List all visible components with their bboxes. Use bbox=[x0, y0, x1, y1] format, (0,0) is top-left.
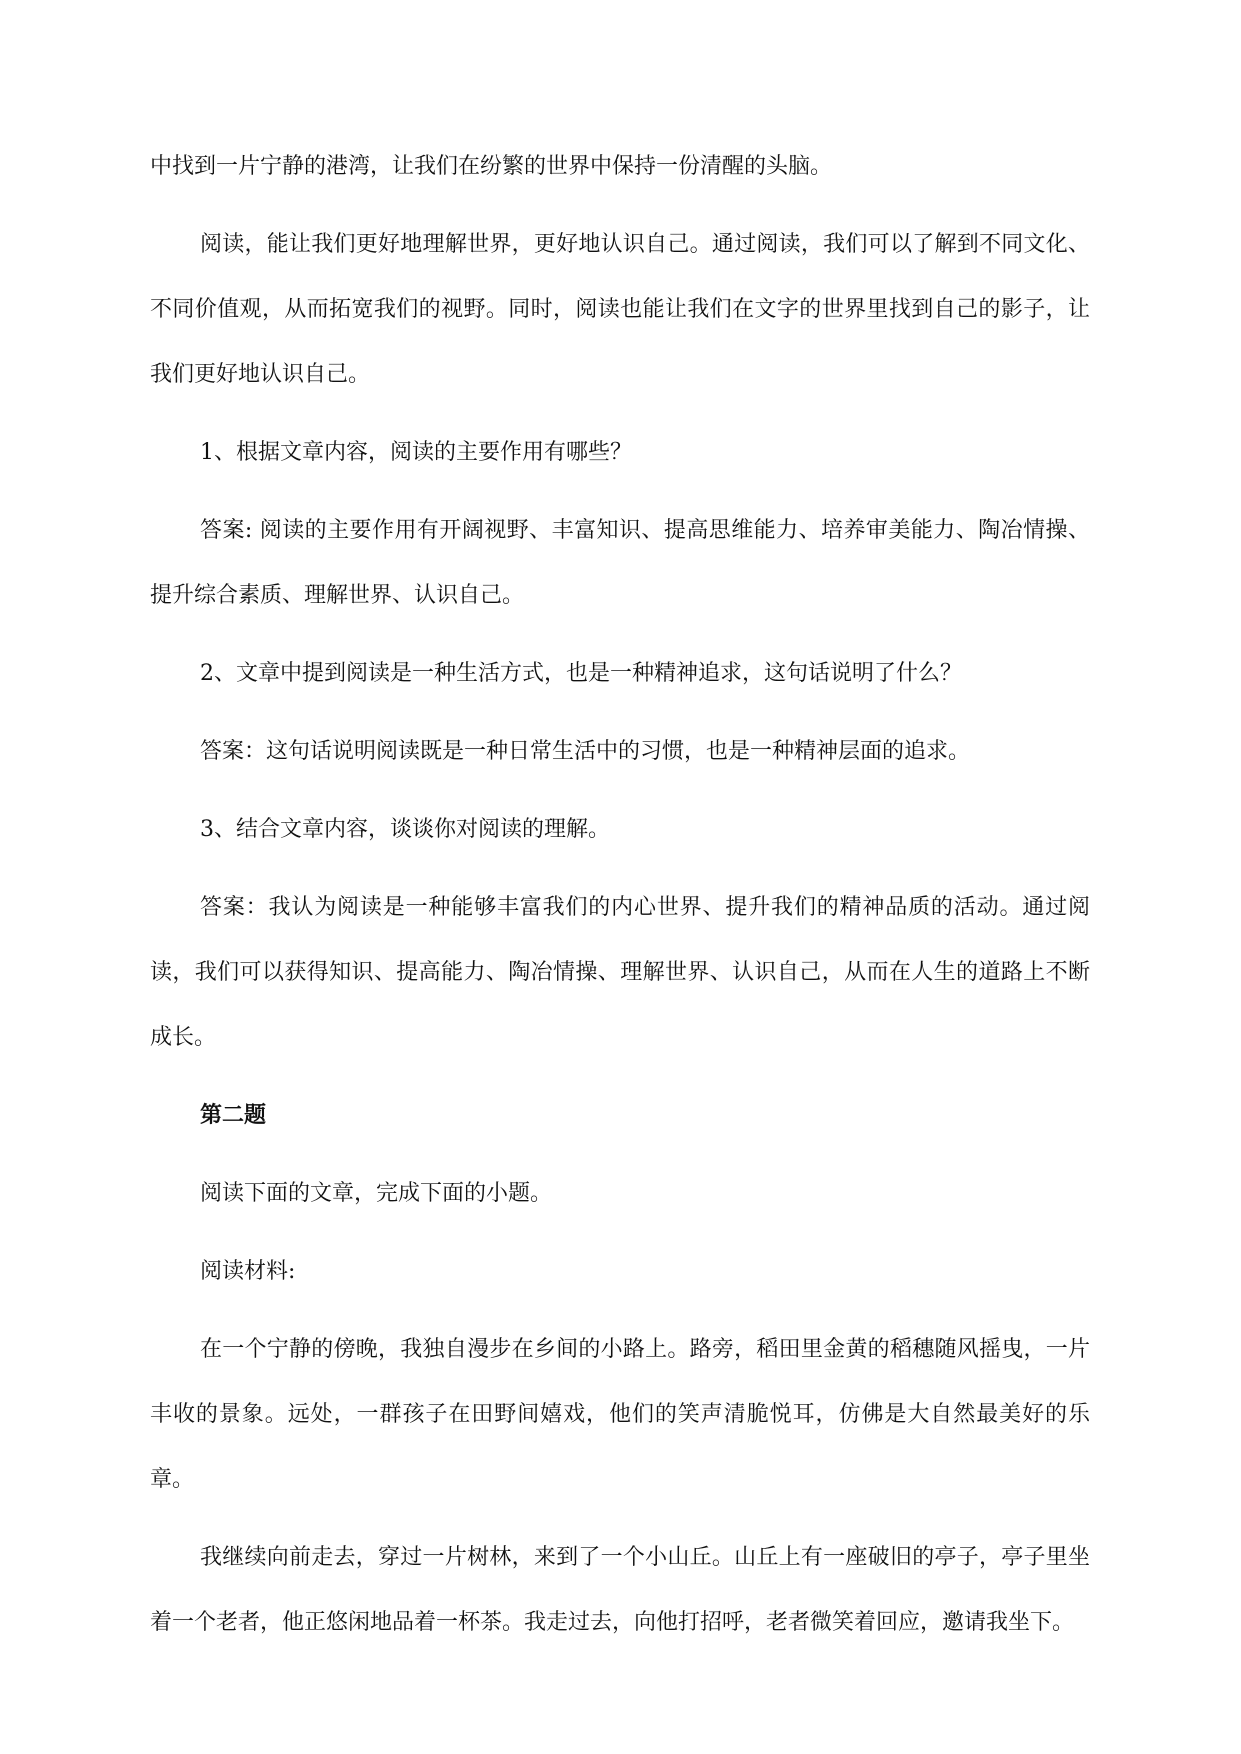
material-label: 阅读材料: bbox=[200, 1259, 296, 1284]
section-heading: 第二题 bbox=[200, 1103, 267, 1128]
paragraph-continuation: 中找到一片宁静的港湾，让我们在纷繁的世界中保持一份清醒的头脑。 bbox=[150, 154, 833, 179]
question-2: 2、文章中提到阅读是一种生活方式，也是一种精神追求，这句话说明了什么？ bbox=[200, 661, 962, 686]
answer-3: 答案：我认为阅读是一种能够丰富我们的内心世界、提升我们的精神品质的活动。通过阅读，我们可以获得知识、提高能力、陶冶情操、理解世界、认识自己，从而在人生的道路上不断成长。 bbox=[150, 895, 1090, 1050]
question-1: 1、根据文章内容，阅读的主要作用有哪些？ bbox=[200, 440, 632, 465]
question-3: 3、结合文章内容，谈谈你对阅读的理解。 bbox=[200, 817, 610, 842]
paragraph-reading-benefits: 阅读，能让我们更好地理解世界，更好地认识自己。通过阅读，我们可以了解到不同文化、不同价值观，从而拓宽我们的视野。同时，阅读也能让我们在文字的世界里找到自己的影子，让我们更好地认识自己。 bbox=[150, 232, 1090, 387]
instruction: 阅读下面的文章，完成下面的小题。 bbox=[200, 1181, 553, 1206]
answer-2: 答案：这句话说明阅读既是一种日常生活中的习惯，也是一种精神层面的追求。 bbox=[200, 739, 971, 764]
document-page bbox=[150, 134, 1090, 1668]
answer-1: 答案: 阅读的主要作用有开阔视野、丰富知识、提高思维能力、培养审美能力、陶冶情操、提升综合素质、理解世界、认识自己。 bbox=[150, 518, 1090, 608]
material-paragraph-1: 在一个宁静的傍晚，我独自漫步在乡间的小路上。路旁，稻田里金黄的稻穗随风摇曳，一片丰收的景象。远处，一群孩子在田野间嬉戏，他们的笑声清脆悦耳，仿佛是大自然最美好的乐章。 bbox=[150, 1337, 1090, 1492]
material-paragraph-2: 我继续向前走去，穿过一片树林，来到了一个小山丘。山丘上有一座破旧的亭子，亭子里坐着一个老者，他正悠闲地品着一杯茶。我走过去，向他打招呼，老者微笑着回应，邀请我坐下。 bbox=[150, 1545, 1090, 1635]
